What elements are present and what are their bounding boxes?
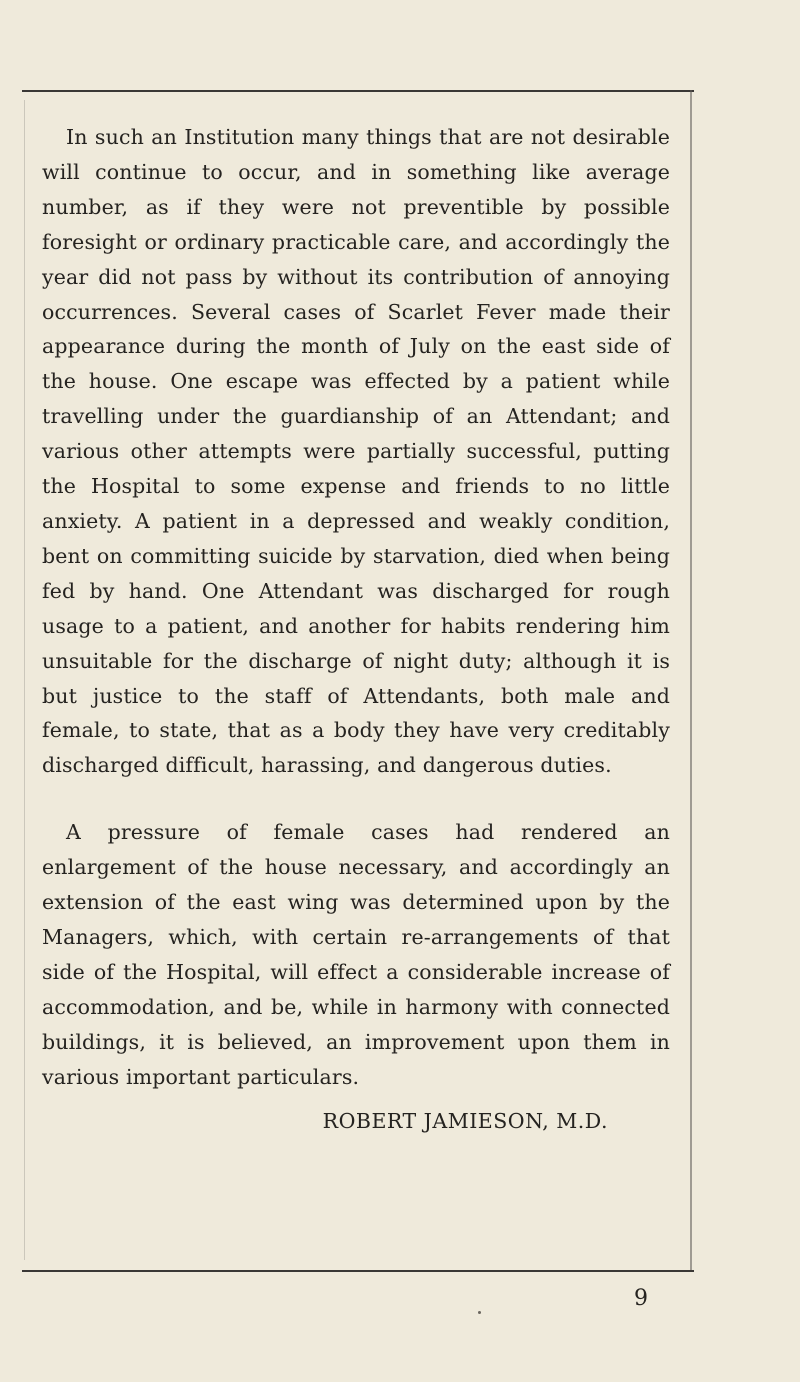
top-rule — [22, 90, 694, 92]
left-page-edge — [24, 100, 25, 1260]
ink-speck — [478, 1311, 481, 1314]
right-page-edge — [690, 90, 692, 1272]
paragraph-extension: A pressure of female cases had rendered an enlargement of the house necessary, and accordingly an extension of the east wing was determined upon by the Managers, which, with certain re-arrangements of that side of the Hospital, will effect a considerable increase of accommodation, and be, while in harmony with connected buildings, it is believed, an improvement upon them in various important particulars. — [42, 820, 670, 1089]
report-body — [42, 120, 670, 1139]
bottom-rule — [22, 1270, 694, 1272]
page-number: 9 — [634, 1286, 648, 1311]
signature: ROBERT JAMIESON, M.D. — [322, 1109, 608, 1134]
paragraph-incidents: In such an Institution many things that are not desirable will continue to occur, and in something like average number, as if they were not preventible by possible foresight or ordinary practicable care, and accordingly the year did not pass by without its contribution of annoying occurrences. Several cases of Scarlet Fever made their appearance during the month of July on the east side of the house. One escape was effected by a patient while travelling under the guardianship of an Attendant; and various other attempts were partially successful, putting the Hospital to some expense and friends to no little anxiety. A patient in a depressed and weakly condition, bent on committing suicide by starvation, died when being fed by hand. One Attendant was discharged for rough usage to a patient, and another for habits rendering him unsuitable for the discharge of night duty; although it is but justice to the staff of Attendants, both male and female, to state, that as a body they have very creditably discharged difficult, harassing, and dangerous duties. — [42, 125, 670, 778]
